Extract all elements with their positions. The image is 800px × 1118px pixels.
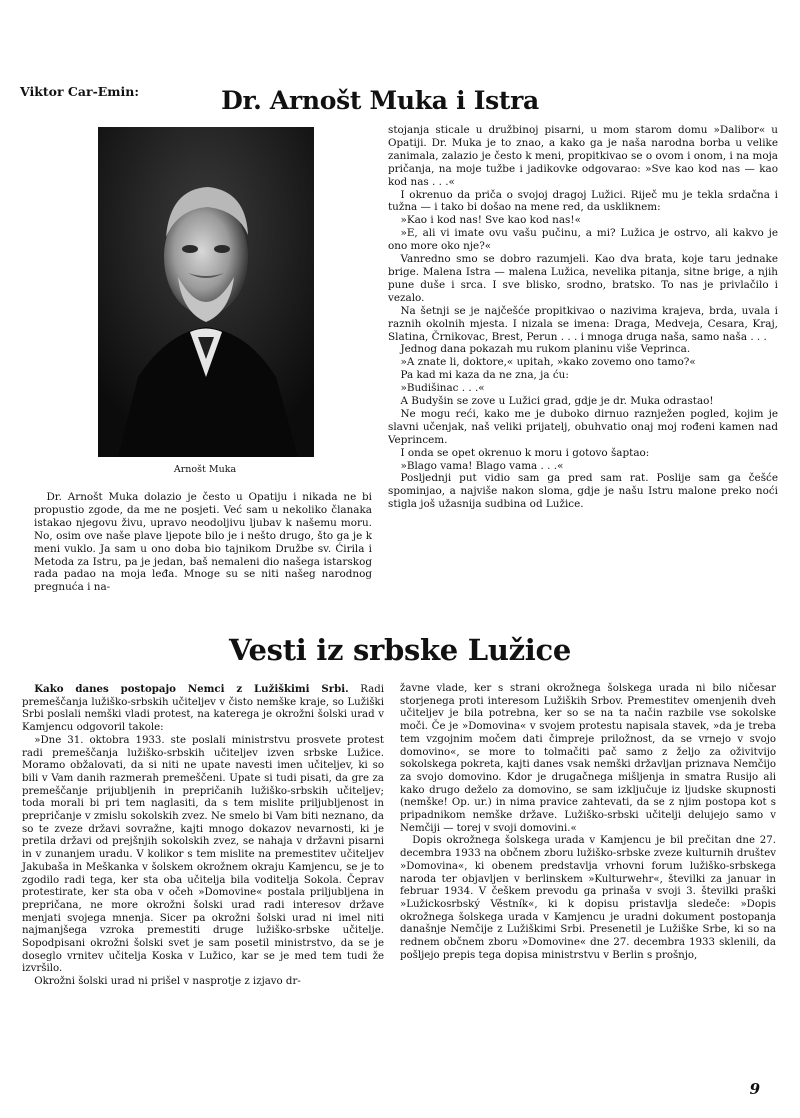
article-paragraph: »Kao i kod nas! Sve kao kod nas!« bbox=[400, 214, 581, 227]
article-paragraph: Dopis okrožnega šolskega urada v Kamjencu je bil prečitan dne 27. decembra 1933 na občnem zboru lužiško-srbske zveze kulturnih društev »Domovina«, ki obenem predstavlja vrhovni forum lužiško-srbskega naroda ter objavljen v berlinskem »Kulturwehr«, številki za januar in februar 1934. V češkem prevodu ga prinaša v svoji 3. številki praški »Lužickosrbský Věstník«, ki k dopisu pristavlja sledeče: »Dopis okrožnega šolskega urada v Kamjencu je uradni dokument postopanja današnje Nemčije z Lužiškimi Srbi. Presenetil je Lužiške Srbe, ki so na rednem občnem zboru »Domovine« dne 27. decembra 1933 sklenili, da pošljejo prepis tega dopisa ministrstvu v Berlin s prošnjo, bbox=[400, 835, 776, 961]
article-paragraph: »Blago vama! Blago vama . . .« bbox=[400, 459, 564, 472]
page-number: 9 bbox=[749, 1080, 760, 1098]
article-paragraph: »Budišinac . . .« bbox=[400, 382, 485, 395]
article-paragraph: Pa kad mi kaza da ne zna, ja ću: bbox=[400, 369, 569, 382]
portrait-photo bbox=[98, 127, 314, 457]
article-paragraph: »E, ali vi imate ovu vašu pučinu, a mi? Lužica je ostrvo, ali kakvo je ono more oko nje?« bbox=[388, 227, 778, 253]
article-author: Viktor Car-Emin: bbox=[20, 84, 139, 99]
article2-right-column bbox=[400, 683, 776, 962]
article-paragraph: Jednog dana pokazah mu rukom planinu više Veprinca. bbox=[400, 343, 691, 356]
article-paragraph: A Budyšin se zove u Lužici grad, gdje je dr. Muka odrastao! bbox=[400, 395, 714, 408]
article-paragraph: stojanja sticale u družbinoj pisarni, u mom starom domu »Dalibor« u Opatiji. Dr. Muka je to znao, a kako ga je naša narodna borba u velike zanimala, zalazio je često k meni, propitkivao se o ovom i onom, i na moja pričanja, na moje tužbe i jadikovke odgovarao: »Sve kao kod nas — kao kod nas . . .« bbox=[388, 124, 778, 188]
article-paragraph: »A znate li, doktore,« upitah, »kako zovemo ono tamo?« bbox=[400, 356, 696, 369]
article-paragraph: Ne mogu reći, kako me je duboko dirnuo raznježen pogled, kojim je slavni učenjak, naš veliki prijatelj, obuhvatio onaj moj rođeni kamen nad Veprincem. bbox=[388, 407, 778, 446]
article-paragraph: I onda se opet okrenuo k moru i gotovo šaptao: bbox=[400, 446, 650, 459]
article2-title: Vesti iz srbske Lužice bbox=[228, 633, 572, 667]
article1-right-column bbox=[388, 124, 778, 511]
article1-left-column bbox=[34, 491, 372, 594]
article-paragraph: »Dne 31. oktobra 1933. ste poslali ministrstvu prosvete protest radi premeščanja lužiško-srbskih učiteljev izven srbske Lužice. Moramo obžalovati, da si niti ne upate navesti imen učiteljev, ki so bili v Vam danih razmerah premeščeni. Upate si tudi pisati, da gre za premeščanje prijubljenih in prepričanih lužiško-srbskih učiteljev; toda morali bi pri tem naglasiti, da s tem mislite priljubljenost in prepričanje v zmislu sokolskih zvez. Ne smelo bi Vam biti neznano, da so te zveze državi sovražne, kajti mnogo dokazov nevarnosti, ki je pretila državi od prejšnjih sokolskih zvez, se nahaja v državni pisarni in v zunanjem uradu. V kolikor s tem mislite na premestitev učiteljev Jakubaša in Meškanka v šolskem okrožnem okraju Kamjencu, se je to zgodilo radi tega, ker sta oba učitelja bila voditelja Sokola. Čeprav protestirate, ker sta oba v očeh »Domovine« postala priljubljena in prepričana, ne more okrožni šolski urad radi interesov države menjati svojega mnenja. Sicer pa okrožni šolski urad ni imel niti najmanjšega vzroka premestiti druge lužiško-srbske učitelje. Sopodpisani okrožni šolski svet je sam posetil ministrstvo, da se je doseglo vrnitev učitelja Koska v Lužico, kar se je med tem tudi že izvršilo. bbox=[22, 734, 384, 975]
article2-lead: Kako danes postopajo Nemci z Lužiškimi Srbi. bbox=[34, 683, 349, 695]
photo-caption: Arnošt Muka bbox=[173, 464, 237, 475]
article-paragraph: I okrenuo da priča o svojoj dragoj Lužici. Riječ mu je tekla srdačna i tužna — i tako bi došao na mene red, da uskliknem: bbox=[388, 188, 778, 214]
article-paragraph: žavne vlade, ker s strani okrožnega šolskega urada ni bilo ničesar storjenega proti interesom Lužiških Srbov. Premestitev omenjenih dveh učiteljev je bila potrebna, ker so se na ta način razbile vse sokolske moči. Če je »Domovina« v svojem protestu napisala stavek, »da je treba tem vzgojnim močem dati čimpreje priložnost, da se vrnejo v svojo domovino«, se more to tolmačiti pač samo z željo za oživitvijo sokolskega pokreta, kajti danes vsak nemški državljan priznava Nemčijo za svojo domovino. Kdor je drugačnega mišljenja in smatra Rusijo ali kako drugo deželo za domovino, se sam izključuje iz ljudske skupnosti (nemške! Op. ur.) in nima pravice zahtevati, da se z njim postopa kot s pripadnikom nemške države. Lužiško-srbski učitelji delujejo samo v Nemčiji — torej v svoji domovini.« bbox=[400, 683, 776, 834]
article2-left-column bbox=[22, 683, 384, 989]
article-paragraph: Okrožni šolski urad ni prišel v nasprotje z izjavo dr- bbox=[34, 976, 301, 988]
article2-paragraph: Radi premeščanja lužiško-srbskih učiteljev v čisto nemške kraje, so Lužiški Srbi poslali nemški vladi protest, na katerega je okrožni šolski urad v Kamjencu odgovoril takole: bbox=[22, 684, 384, 734]
article-paragraph: Vanredno smo se dobro razumjeli. Kao dva brata, koje taru jednake brige. Malena Istra — malena Lužica, nevelika pitanja, sitne brige, a njih pune duše i srca. I sve blisko, srodno, bratsko. To nas je privlačilo i vezalo. bbox=[388, 253, 778, 304]
article-paragraph: Posljednji put vidio sam ga pred sam rat. Poslije sam ga češće spominjao, a najviše nakon sloma, gdje je našu Istru malone preko noći stigla još užasnija sudbina od Lužice. bbox=[388, 472, 778, 511]
article-paragraph: Na šetnji se je najčešće propitkivao o nazivima krajeva, brda, uvala i raznih okolnih mjesta. I nizala se imena: Draga, Medveja, Cesara, Kraj, Slatina, Črnikovac, Brest, Perun . . . i mnoga druga naša, samo naša . . . bbox=[388, 304, 778, 343]
article-title: Dr. Arnošt Muka i Istra bbox=[221, 86, 539, 115]
article-paragraph: Dr. Arnošt Muka dolazio je često u Opatiju i nikada ne bi propustio zgode, da me ne posjeti. Već sam u nekoliko članaka istakao njegovu živu, upravo neodoljivu ljubav k našemu moru. No, osim ove naše plave ljepote bilo je i nešto drugo, što ga je k meni vuklo. Ja sam u ono doba bio tajnikom Družbe sv. Ćirila i Metoda za Istru, pa je jedan, baš nemaleni dio našega istarskog rada padao na moja leđa. Mnoge su se niti našeg narodnog pregnuća i na- bbox=[34, 491, 372, 594]
